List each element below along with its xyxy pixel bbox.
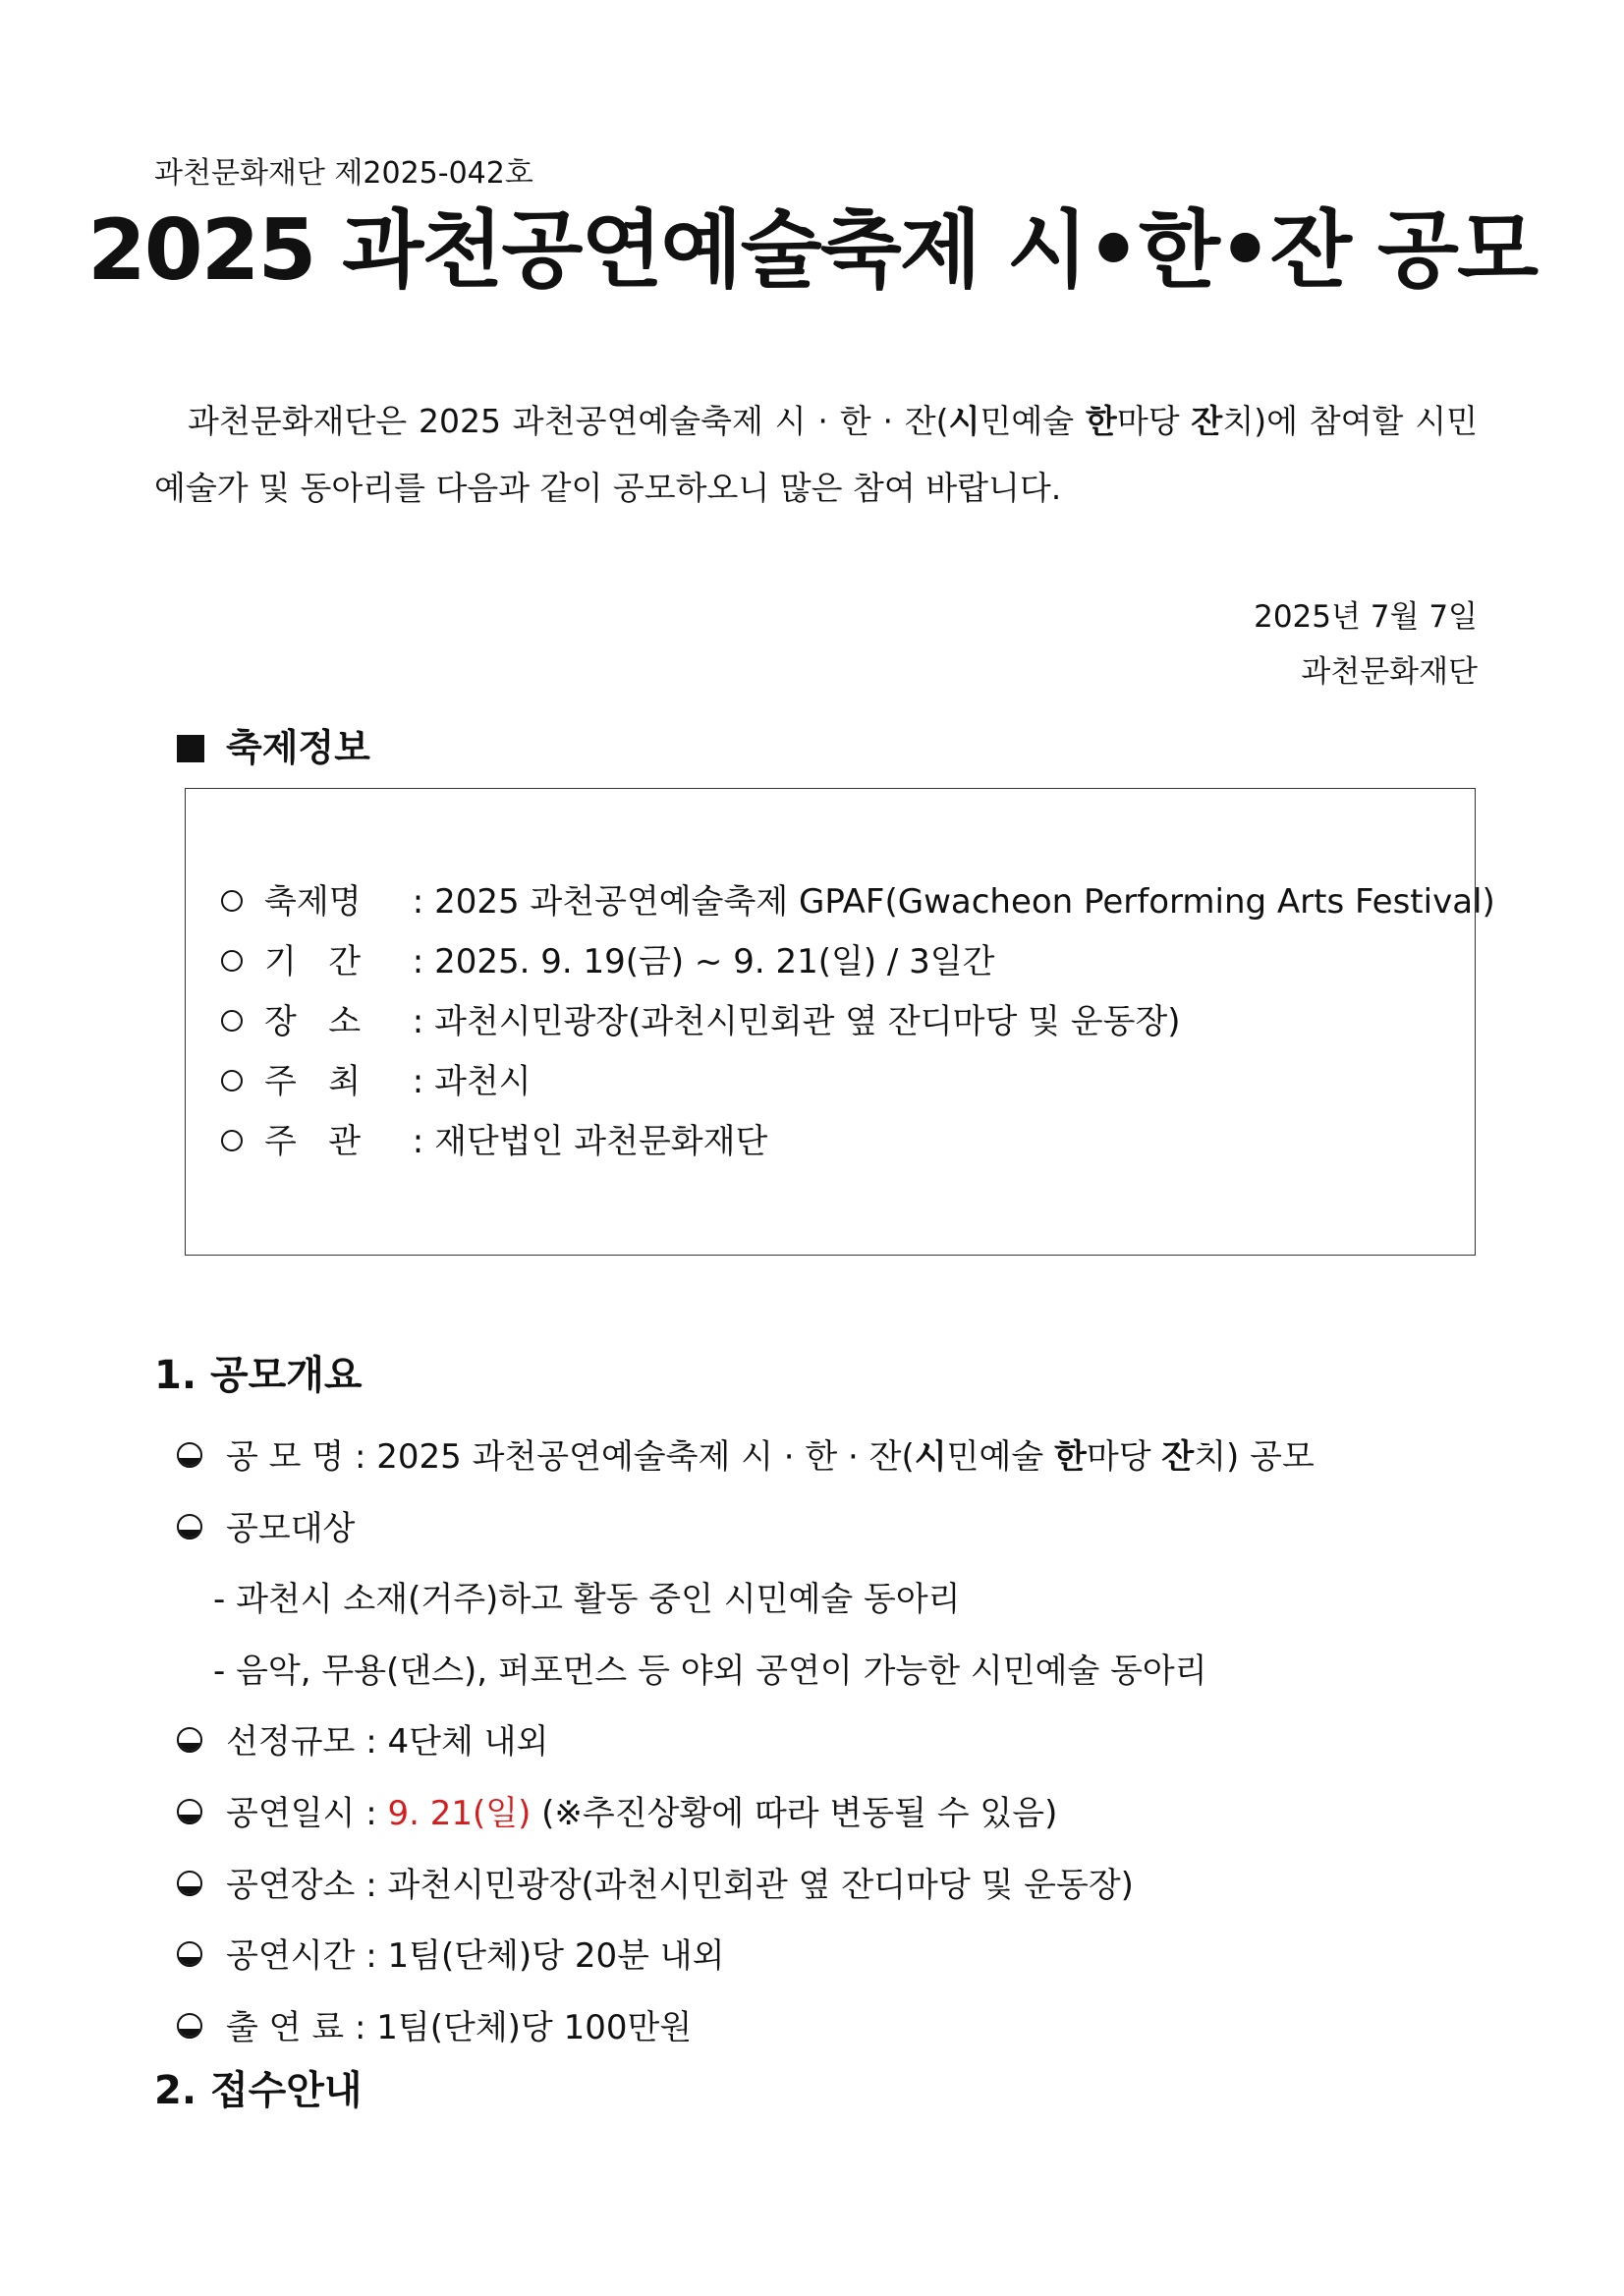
item-separator: : — [355, 1793, 388, 1833]
hollow-circle-icon — [221, 1070, 243, 1092]
half-filled-circle-icon — [177, 1442, 202, 1468]
half-filled-circle-icon — [177, 1799, 202, 1824]
issue-date: 2025년 7월 7일 — [1254, 599, 1478, 635]
festival-info-heading — [177, 720, 370, 775]
intro-bold-1: 시 — [948, 402, 980, 440]
intro-bold-3: 잔 — [1191, 402, 1223, 440]
item-value-part: 치) 공모 — [1194, 1437, 1315, 1477]
info-label: 축제명 — [264, 882, 362, 922]
half-filled-circle-icon — [177, 1514, 202, 1540]
info-label: 주 최 — [264, 1062, 362, 1101]
info-separator: : — [402, 1122, 435, 1161]
half-filled-circle-icon — [177, 2013, 202, 2039]
item-value-bold: 한 — [1053, 1437, 1087, 1477]
intro-paragraph — [154, 388, 1478, 522]
item-value: 1팀(단체)당 100만원 — [376, 2007, 693, 2047]
hollow-circle-icon — [221, 1010, 243, 1032]
info-row-festival-name — [221, 872, 1495, 932]
item-value-highlight: 9. 21(일) — [387, 1793, 532, 1833]
list-item-performance-venue — [177, 1850, 1484, 1922]
item-label: 공모대상 — [226, 1508, 356, 1548]
item-label: 공연장소 — [226, 1865, 356, 1905]
info-row-organizer — [221, 1112, 1475, 1172]
festival-info-box — [185, 788, 1495, 1256]
hollow-circle-icon — [221, 950, 243, 972]
intro-text-4: 치)에 참여할 시민예술가 및 동아리를 다음과 같이 공모하오니 많은 참여 바랍니다. — [154, 402, 1479, 507]
list-item-scale — [177, 1707, 1484, 1778]
item-separator: : — [355, 1722, 388, 1763]
info-separator: : — [402, 1062, 435, 1101]
item-separator: : — [344, 1437, 377, 1477]
info-label: 기 간 — [264, 942, 362, 981]
info-value: 2025 과천공연예술축제 GPAF(Gwacheon Performing Arts Festival) — [434, 882, 1495, 922]
item-label: 출 연 료 — [226, 2007, 345, 2047]
issue-info — [1254, 589, 1478, 700]
item-value-part: 마당 — [1086, 1437, 1162, 1477]
filled-square-icon — [177, 735, 204, 762]
hollow-circle-icon — [221, 1130, 243, 1151]
list-item-performance-time — [177, 1921, 1484, 1992]
info-row-host — [221, 1052, 1475, 1112]
info-separator: : — [402, 882, 435, 922]
section-2-heading: 2. 접수안내 — [154, 2068, 363, 2113]
festival-heading-text: 축제정보 — [226, 726, 370, 769]
item-note: (※추진상황에 따라 변동될 수 있음) — [531, 1793, 1058, 1833]
info-value: 과천시민광장(과천시민회관 옆 잔디마당 및 운동장) — [434, 1002, 1181, 1041]
item-value: 1팀(단체)당 20분 내외 — [387, 1936, 725, 1977]
item-separator: : — [344, 2007, 377, 2047]
list-subitem-target-1: - 과천시 소재(거주)하고 활동 중인 시민예술 동아리 — [213, 1580, 961, 1620]
intro-text-1: 과천문화재단은 2025 과천공연예술축제 시 · 한 · 잔( — [188, 402, 949, 440]
list-item-contest-name — [177, 1422, 1484, 1493]
info-separator: : — [402, 942, 435, 981]
intro-text-3: 마당 — [1116, 402, 1192, 440]
overview-list — [177, 1422, 1484, 2063]
item-separator: : — [355, 1936, 388, 1977]
info-row-period — [221, 932, 1475, 992]
half-filled-circle-icon — [177, 1727, 202, 1753]
intro-bold-2: 한 — [1085, 402, 1117, 440]
item-value: 과천시민광장(과천시민회관 옆 잔디마당 및 운동장) — [387, 1865, 1134, 1905]
item-value: 4단체 내외 — [387, 1722, 549, 1763]
info-value: 재단법인 과천문화재단 — [434, 1122, 768, 1161]
item-value-part: 민예술 — [946, 1437, 1054, 1477]
info-row-venue — [221, 992, 1475, 1052]
list-subitem-target-2: - 음악, 무용(댄스), 퍼포먼스 등 야외 공연이 가능한 시민예술 동아리 — [213, 1651, 1207, 1691]
info-label: 장 소 — [264, 1002, 362, 1041]
item-label: 공연시간 — [226, 1936, 356, 1977]
hollow-circle-icon — [221, 890, 243, 912]
info-value: 2025. 9. 19(금) ~ 9. 21(일) / 3일간 — [434, 942, 995, 981]
item-label: 선정규모 — [226, 1722, 356, 1763]
section-1-heading: 1. 공모개요 — [154, 1353, 363, 1398]
item-separator: : — [355, 1865, 388, 1905]
item-label: 공연일시 — [226, 1793, 356, 1833]
list-item-performance-date — [177, 1778, 1484, 1850]
item-value-bold: 잔 — [1161, 1437, 1195, 1477]
intro-text-2: 민예술 — [980, 402, 1086, 440]
info-separator: : — [402, 1002, 435, 1041]
info-value: 과천시 — [434, 1062, 532, 1101]
half-filled-circle-icon — [177, 1941, 202, 1967]
info-label: 주 관 — [264, 1122, 362, 1161]
item-value-part: 2025 과천공연예술축제 시 · 한 · 잔( — [376, 1437, 915, 1477]
document-number: 과천문화재단 제2025-042호 — [154, 156, 533, 191]
issuer-name: 과천문화재단 — [1301, 654, 1478, 690]
page-title: 2025 과천공연예술축제 시•한•잔 공모 — [86, 201, 1538, 300]
list-item-fee — [177, 1992, 1484, 2064]
item-label: 공 모 명 — [226, 1437, 345, 1477]
half-filled-circle-icon — [177, 1871, 202, 1896]
list-item-target — [177, 1493, 1484, 1565]
item-value-bold: 시 — [914, 1437, 947, 1477]
